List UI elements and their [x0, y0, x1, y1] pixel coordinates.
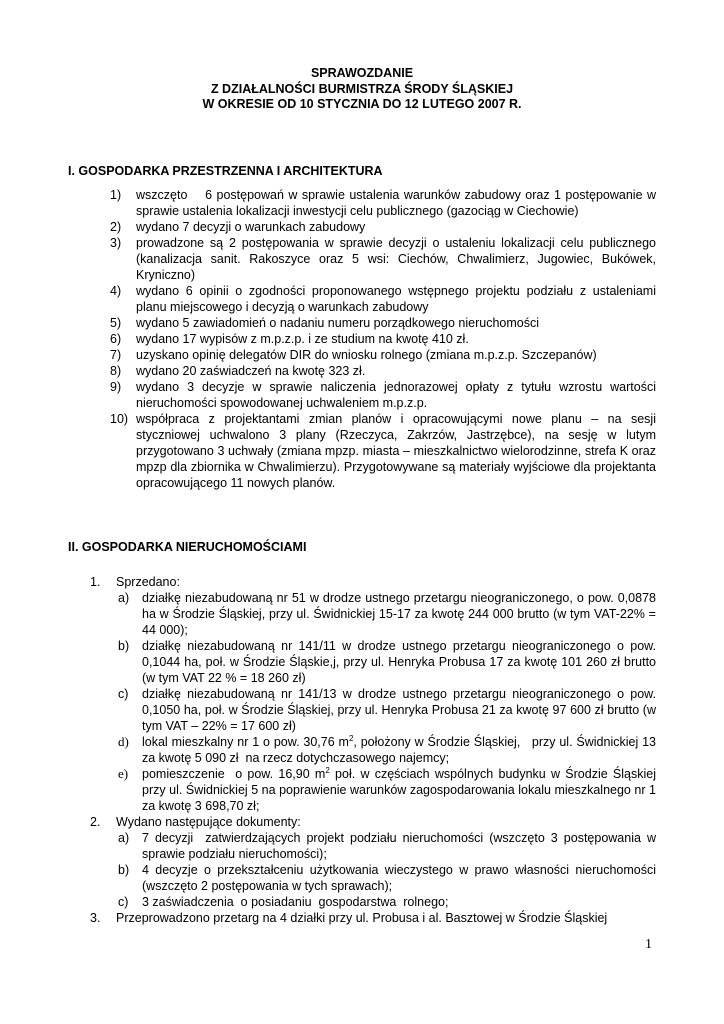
- sub-item-text-end: , położony w Środzie Śląskiej, przy ul. Świdnickiej 13 za kwotę 5 090 zł na rzecz dotychczasowego najemcy;: [142, 735, 660, 765]
- superscript: 2: [325, 765, 330, 775]
- sub-item-text: 4 decyzje o przekształceniu użytkowania wieczystego w prawo własności nieruchomości (wszczęto 2 postępowania w tych sprawach);: [142, 863, 656, 893]
- sub-item-text: działkę niezabudowaną nr 141/11 w drodze ustnego przetargu nieograniczonego o pow. 0,1044 ha, poł. w Środzie Śląskie,j, przy ul. Henryka Probusa 17 za kwotę 101 260 zł brutto (w tym VAT 22 % = 18 260 zł): [142, 639, 656, 685]
- sub-item: [116, 830, 660, 862]
- item-number: 6): [110, 332, 122, 346]
- title-line-3: W OKRESIE OD 10 STYCZNIA DO 12 LUTEGO 2007 R.: [202, 97, 522, 111]
- list-item: [110, 411, 656, 491]
- item-number: 10): [110, 412, 129, 426]
- item-number: 9): [110, 380, 122, 394]
- item-text: uzyskano opinię delegatów DIR do wniosku rolnego (zmiana m.p.z.p. Szczepanów): [136, 348, 597, 362]
- sub-item-text-end: poł. w częściach wspólnych budynku w Środzie Śląskiej przy ul. Świdnickiej 5 na poprawienie warunków zagospodarowania lokalu mieszkalnego nr 1 za kwotę 3 698,70 zł;: [142, 767, 660, 813]
- item-number: 1.: [90, 575, 101, 589]
- title-line-1: SPRAWOZDANIE: [310, 66, 414, 80]
- sub-item-letter: b): [118, 863, 130, 877]
- item-text: wydano 3 decyzje w sprawie naliczenia jednorazowej opłaty z tytułu wzrostu wartości nieruchomości spowodowanej uchwaleniem m.p.z.p.: [136, 380, 656, 410]
- list-item: [110, 315, 656, 331]
- item-number: 7): [110, 348, 122, 362]
- sub-item: [116, 894, 656, 910]
- section-1-heading: I. GOSPODARKA PRZESTRZENNA I ARCHITEKTURA: [68, 164, 383, 178]
- item-number: 4): [110, 284, 122, 298]
- list-item: [110, 347, 656, 363]
- item-number: 3): [110, 236, 122, 250]
- item-number: 1): [110, 188, 122, 202]
- sub-item: [116, 686, 656, 734]
- item-text: współpraca z projektantami zmian planów i opracowującymi nowe planu – na sesji styczniowej uchwalono 3 plany (Rzeczyca, Zakrzów, Jastrzębce), na sesję w lutym przygotowano 3 uchwały (zmiana mpzp. miasta – mieszkalnictwo wielorodzinne, strefa K oraz mpzp dla zbiornika w Chwalimierzu). Przygotowywane są materiały wyjściowe dla projektanta opracowującego 11 nowych planów.: [136, 412, 656, 490]
- list-item: [90, 574, 660, 814]
- item-text: wszczęto 6 postępowań w sprawie ustalenia warunków zabudowy oraz 1 postępowanie w sprawie ustalenia lokalizacji inwestycji celu publicznego (gazociąg w Ciechowie): [136, 188, 660, 218]
- section-1-list: [110, 187, 660, 491]
- sub-item-text: działkę niezabudowaną nr 141/13 w drodze ustnego przetargu nieograniczonego o pow. 0,1050 ha, poł. w Środzie Śląskiej, przy ul. Henryka Probusa 21 za kwotę 97 600 zł brutto (w tym VAT – 22% = 17 600 zł): [142, 687, 656, 733]
- item-text: prowadzone są 2 postępowania w sprawie decyzji o ustaleniu lokalizacji celu publicznego (kanalizacja sanit. Rakoszyce oraz 5 wsi: Ciechów, Chwalimierz, Jugowiec, Bukówek, Kryniczno): [136, 236, 656, 282]
- sub-item: [116, 862, 656, 894]
- item-number: 5): [110, 316, 122, 330]
- sub-item: [116, 590, 656, 638]
- item-number: 8): [110, 364, 122, 378]
- item-number: 2): [110, 220, 122, 234]
- item-text: wydano 7 decyzji o warunkach zabudowy: [136, 220, 366, 234]
- sub-item-letter: a): [118, 831, 130, 845]
- sub-item-letter: c): [118, 687, 129, 701]
- sub-item-text-start: pomieszczenie o pow. 16,90 m: [142, 767, 326, 781]
- sub-item-text-start: lokal mieszkalny nr 1 o pow. 30,76 m: [142, 735, 349, 749]
- sub-item: [116, 733, 660, 766]
- sub-item-text: 7 decyzji zatwierdzających projekt podziału nieruchomości (wszczęto 3 postępowania w sprawie podziału nieruchomości);: [142, 831, 660, 861]
- item-text: Przeprowadzono przetarg na 4 działki przy ul. Probusa i al. Basztowej w Środzie Śląskiej: [116, 911, 608, 925]
- sub-item-letter: e): [118, 766, 129, 781]
- sub-item-letter: c): [118, 895, 129, 909]
- list-item: [110, 219, 656, 235]
- item-text: wydano 5 zawiadomień o nadaniu numeru porządkowego nieruchomości: [136, 316, 540, 330]
- document-title: [0, 66, 724, 113]
- sub-item-letter: a): [118, 591, 130, 605]
- item-text: wydano 17 wypisów z m.p.z.p. i ze studium na kwotę 410 zł.: [136, 332, 469, 346]
- list-item: [90, 814, 660, 910]
- list-item: [110, 379, 656, 411]
- sub-item-letter: b): [118, 639, 130, 653]
- list-item: [110, 283, 656, 315]
- item-text: wydano 6 opinii o zgodności proponowanego wstępnego projektu podziału z ustaleniami planu miejscowego i decyzją o warunkach zabudowy: [136, 284, 656, 314]
- item-text: Sprzedano:: [116, 575, 180, 589]
- item-number: 2.: [90, 815, 101, 829]
- list-item: [110, 235, 656, 283]
- list-item: [110, 363, 656, 379]
- item-text: wydano 20 zaświadczeń na kwotę 323 zł.: [136, 364, 366, 378]
- section-2-list: [90, 574, 660, 926]
- sub-item: [116, 765, 660, 814]
- sub-item-text: działkę niezabudowaną nr 51 w drodze ustnego przetargu nieograniczonego, o pow. 0,0878 ha w Środzie Śląskiej, przy ul. Świdnickiej 15-17 za kwotę 244 000 brutto (w tym VAT-22% = 44 000);: [142, 591, 656, 637]
- superscript: 2: [348, 733, 354, 743]
- sublist: [116, 590, 660, 814]
- item-number: 3.: [90, 911, 101, 925]
- sub-item-letter: d): [118, 734, 129, 749]
- page-number: 1: [645, 937, 652, 952]
- sub-item-text: 3 zaświadczenia o posiadaniu gospodarstwa rolnego;: [142, 895, 449, 909]
- title-line-2: Z DZIAŁALNOŚCI BURMISTRZA ŚRODY ŚLĄSKIEJ: [210, 81, 514, 96]
- sub-item: [116, 638, 656, 686]
- section-2-heading: II. GOSPODARKA NIERUCHOMOŚCIAMI: [68, 540, 307, 554]
- list-item: [90, 910, 656, 926]
- item-text: Wydano następujące dokumenty:: [116, 815, 301, 829]
- list-item: [110, 187, 660, 219]
- sublist: [116, 830, 660, 910]
- list-item: [110, 331, 656, 347]
